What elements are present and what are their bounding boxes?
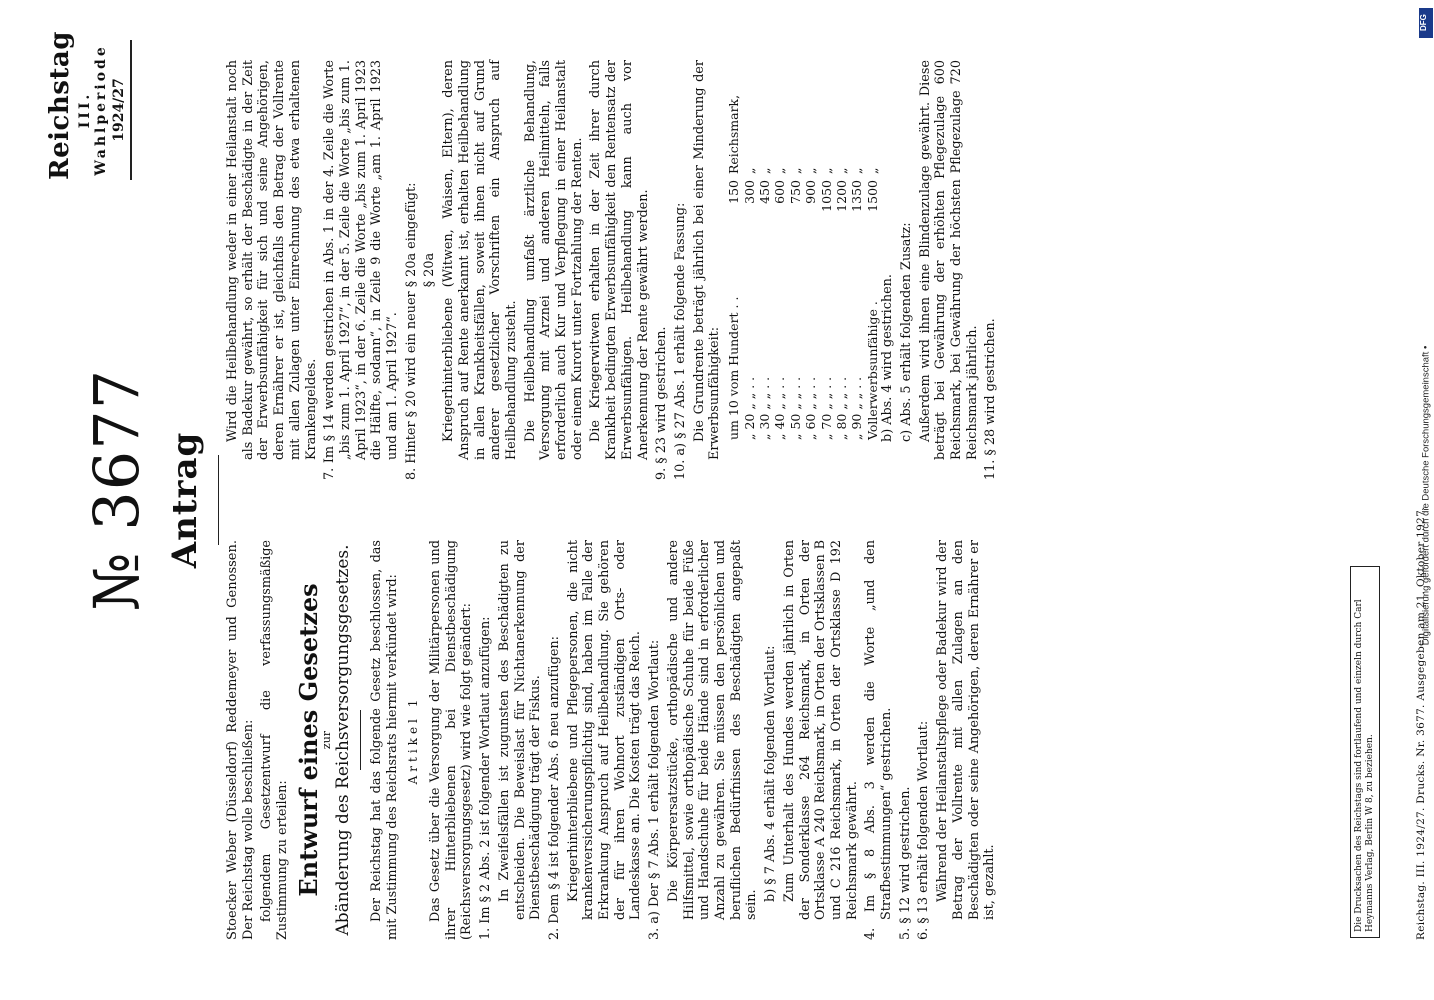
motion-text: folgendem Gesetzentwurf die verfassungsmäßige Zustimmung zu erteilen: <box>259 540 291 940</box>
row-unit: „ <box>803 167 819 174</box>
period-years: 1924/27 <box>111 78 127 142</box>
row-value: 900 <box>803 180 819 204</box>
row-label: um 10 vom Hundert . . <box>726 296 742 440</box>
item-text: Die Grundrente beträgt jährlich bei einer Minderung der Erwerbsunfähigkeit: <box>691 60 723 460</box>
row-unit: „ <box>849 167 865 174</box>
list-item <box>404 60 420 480</box>
row-label: „ 50 „ „ . . <box>787 376 803 440</box>
item-text: b) Abs. 4 wird gestrichen. <box>880 274 896 442</box>
item-text: a) § 27 Abs. 1 erhält folgende Fassung: <box>672 202 688 456</box>
item-text: § 13 erhält folgenden Wortlaut: <box>916 720 932 924</box>
item-number: 9. <box>654 463 670 480</box>
row-label: Vollerwerbsunfähige . <box>864 301 880 440</box>
item-number: 5. <box>897 923 913 940</box>
antrag-heading: Antrag <box>165 431 205 569</box>
table-row <box>819 60 834 440</box>
item-number: 3. <box>647 923 663 940</box>
reichstag-title: Reichstag <box>45 31 75 180</box>
artikel-intro: Das Gesetz über die Versorgung der Militärpersonen und ihrer Hinterbliebenen bei Dienstbeschädigung (Reichsversorgungsgesetz) wird wie folgt geändert: <box>428 540 475 940</box>
item-text: Hinter § 20 wird ein neuer § 20a eingefügt: <box>403 182 419 464</box>
list-item <box>918 60 981 480</box>
bill-zur: zur <box>319 730 333 750</box>
list-item <box>225 60 319 480</box>
table-row <box>849 60 864 440</box>
row-label: „ 20 „ „ . . <box>741 376 757 440</box>
table-row <box>726 60 741 440</box>
left-column <box>225 540 1001 940</box>
list-item <box>422 60 438 480</box>
row-value: 300 <box>741 180 757 204</box>
left-items <box>478 540 998 940</box>
right-items <box>225 60 723 480</box>
item-text: Die Kriegerwitwen erhalten in der Zeit ihrer durch Krankheit bedingten Erwerbsunfähigkeit den Rentensatz der Erwerbsunfähigen. Heilbehandlung kann auch vor Anerkennung der Rente gewährt werden. <box>588 60 651 460</box>
list-item <box>899 60 915 480</box>
list-item <box>566 540 645 940</box>
item-text: Kriegerhinterbliebene (Witwen, Waisen, Eltern), deren Anspruch auf Rente anerkannt ist, erhalten Heilbehandlung in allen Krankheitsfällen, soweit ihnen nicht auf Grund anderer gesetzlicher Vorschriften ein Anspruch auf Heilbehandlung zusteht. <box>441 60 519 460</box>
list-item <box>782 540 861 940</box>
list-item <box>523 60 586 480</box>
preamble: Der Reichstag hat das folgende Gesetz beschlossen, das mit Zustimmung des Reichsrats hiermit verkündet wird: <box>368 540 400 940</box>
item-number: 6. <box>916 923 932 940</box>
row-value: 1050 <box>818 180 834 212</box>
list-item <box>647 540 663 940</box>
item-text: § 20a <box>422 252 438 288</box>
row-unit: Reichsmark, <box>726 94 742 174</box>
list-item <box>673 60 689 480</box>
list-item <box>692 60 723 480</box>
list-item <box>880 60 896 480</box>
artikel-heading: Artikel 1 <box>406 695 421 785</box>
bill-title: Entwurf eines Gesetzes <box>293 583 323 897</box>
row-label: „ 90 „ „ . . <box>849 376 865 440</box>
item-number: 11. <box>983 455 999 480</box>
list-item <box>898 540 914 940</box>
distribution-notice: Die Drucksachen des Reichstags sind fortlaufend und einzeln durch Carl Heymanns Verlag, Berlin W 8, zu beziehen. <box>1350 566 1380 938</box>
item-number: 7. <box>322 463 338 480</box>
right-column <box>225 60 1002 480</box>
item-number: 1. <box>478 923 494 940</box>
proposer-line: Stoecker Weber (Düsseldorf) Reddemeyer und Genossen. Der Reichstag wolle beschließen: <box>225 540 256 940</box>
row-unit: „ <box>756 167 772 174</box>
row-value: 150 <box>726 180 742 204</box>
item-text: Die Heilbehandlung umfaßt ärztliche Behandlung, Versorgung mit Arznei und anderen Heilmitteln, falls erforderlich auch Kur und Verpflegung in einer Heilanstalt oder einem Kurort unter Fortzahlung der Renten. <box>522 60 585 460</box>
list-item <box>497 540 544 940</box>
table-row <box>834 60 849 440</box>
wahlperiode: III. Wahlperiode <box>77 44 109 176</box>
table-row <box>772 60 787 440</box>
row-unit: „ <box>787 167 803 174</box>
row-label: „ 70 „ „ . . <box>818 376 834 440</box>
row-value: 1350 <box>849 180 865 212</box>
item-number: 8. <box>403 463 419 480</box>
list-item <box>983 60 999 480</box>
item-text: § 12 wird gestrichen. <box>897 786 913 924</box>
row-value: 1200 <box>833 180 849 212</box>
row-unit: „ <box>818 167 834 174</box>
row-label: „ 40 „ „ . . <box>772 376 788 440</box>
row-unit: „ <box>741 167 757 174</box>
item-number: 2. <box>546 923 562 940</box>
row-value: 1500 <box>864 180 880 212</box>
item-text: a) Der § 7 Abs. 1 erhält folgenden Wortlaut: <box>647 639 663 924</box>
table-row <box>865 60 880 440</box>
table-row <box>742 60 757 440</box>
drucksache-number: № 3677 <box>80 368 153 612</box>
list-item <box>322 60 401 480</box>
row-value: 600 <box>772 180 788 204</box>
table-row <box>803 60 818 440</box>
header-block <box>45 31 132 180</box>
item-text: Wird die Heilbehandlung weder in einer Heilanstalt noch als Badekur gewährt, so erhält der Beschädigte in der Zeit der Erwerbsunfähigkeit für sich und seine Angehörigen, deren Ernährer er ist, gleichfalls den Betrag der Vollrente mit allen Zulagen unter Einrechnung des etwa erhaltenen Krankengeldes. <box>225 60 319 460</box>
list-item <box>478 540 494 940</box>
row-unit: „ <box>772 167 788 174</box>
item-number: 10. <box>672 455 688 480</box>
item-text: In Zweifelsfällen ist zugunsten des Beschädigten zu entscheiden. Die Beweislast für Nichtanerkennung der Dienstbeschädigung trägt der Fiskus. <box>496 540 544 920</box>
item-text: Dem § 4 ist folgender Abs. 6 neu anzufügen: <box>546 636 562 924</box>
item-text: Außerdem wird ihnen eine Blindenzulage gewährt. Diese beträgt bei Gewährung der erhöhten Pflegezulage 600 Reichsmark, bei Gewährung der höchsten Pflegezulage 720 Reichsmark jährlich. <box>917 60 980 460</box>
row-unit: „ <box>833 167 849 174</box>
bill-subtitle: Abänderung des Reichsversorgungsgesetzes. <box>333 544 354 936</box>
antrag-rule <box>218 455 219 545</box>
row-value: 750 <box>787 180 803 204</box>
list-item <box>935 540 998 940</box>
list-item <box>588 60 651 480</box>
item-number: 4. <box>863 912 879 940</box>
list-item <box>763 540 779 940</box>
item-text: b) § 7 Abs. 4 erhält folgenden Wortlaut: <box>763 645 779 902</box>
row-label: „ 60 „ „ . . <box>803 376 819 440</box>
item-text: Im § 8 Abs. 3 werden die Worte „und den Strafbestimmungen“ gestrichen. <box>863 540 895 920</box>
row-value: 450 <box>756 180 772 204</box>
item-text: Während der Heilanstaltspflege oder Badekur wird der Betrag der Vollrente mit allen Zulagen an den Beschädigten oder seine Angehörigen, deren Ernährer er ist, gezahlt. <box>935 540 998 920</box>
item-text: Im § 14 werden gestrichen in Abs. 1 in der 4. Zeile die Worte „bis zum 1. April 1927“, in der 5. Zeile die Worte „bis zum 1. April 1923“, in der 6. Zeile die Worte „bis zum 1. April 1923 die Hälfte, sodann“, in Zeile 9 die Worte „am 1. April 1923 und am 1. April 1927“. <box>322 59 401 464</box>
row-label: „ 30 „ „ . . <box>756 376 772 440</box>
list-item <box>441 60 520 480</box>
digitization-text: Digitalisierung gefördert durch die Deutsche Forschungsgemeinschaft • <box>1420 345 1432 646</box>
list-item <box>863 540 894 940</box>
rent-table <box>726 60 880 440</box>
header-rule <box>130 40 132 180</box>
dfg-logo: DFG <box>1419 8 1433 38</box>
table-row <box>788 60 803 440</box>
list-item <box>547 540 563 940</box>
item-text: § 23 wird gestrichen. <box>654 326 670 464</box>
row-label: „ 80 „ „ . . <box>833 376 849 440</box>
digitization-note <box>1416 10 1434 990</box>
item-text: c) Abs. 5 erhält folgenden Zusatz: <box>898 222 914 442</box>
list-item <box>654 60 670 480</box>
item-text: § 28 wird gestrichen. <box>983 318 999 456</box>
right-items-after <box>880 60 999 480</box>
row-unit: „ <box>864 167 880 174</box>
footer-imprint: Reichstag. III. 1924/27. Drucks. Nr. 3677. Ausgegeben am 21. Oktober 1927. <box>1415 506 1427 940</box>
table-row <box>757 60 772 440</box>
list-item <box>666 540 760 940</box>
item-text: Kriegerhinterbliebene und Pflegepersonen, die nicht krankenversicherungspflichtig sind, haben im Falle der Erkrankung Anspruch auf Heilbehandlung. Sie gehören der für ihren Wohnort zuständigen Orts- oder Landeskasse an. Die Kosten trägt das Reich. <box>565 540 644 920</box>
divider <box>360 710 361 770</box>
item-text: Im § 2 Abs. 2 ist folgender Wortlaut anzufügen: <box>478 616 494 924</box>
item-text: Zum Unterhalt des Hundes werden jährlich in Orten der Sonderklasse 264 Reichsmark, in Orten der Ortsklasse A 240 Reichsmark, in Orten der Ortsklassen B und C 216 Reichsmark, in Orten der Ortsklasse D 192 Reichsmark gewährt. <box>781 540 860 920</box>
list-item <box>916 540 932 940</box>
item-text: Die Körperersatzstücke, orthopädische und andere Hilfsmittel, sowie orthopädische Schuhe für beide Füße und Handschuhe für beide Hände sind in erforderlicher Anzahl zu gewähren. Sie müssen den persönlichen und beruflichen Bedürfnissen des Beschädigten angepaßt sein. <box>665 540 760 920</box>
